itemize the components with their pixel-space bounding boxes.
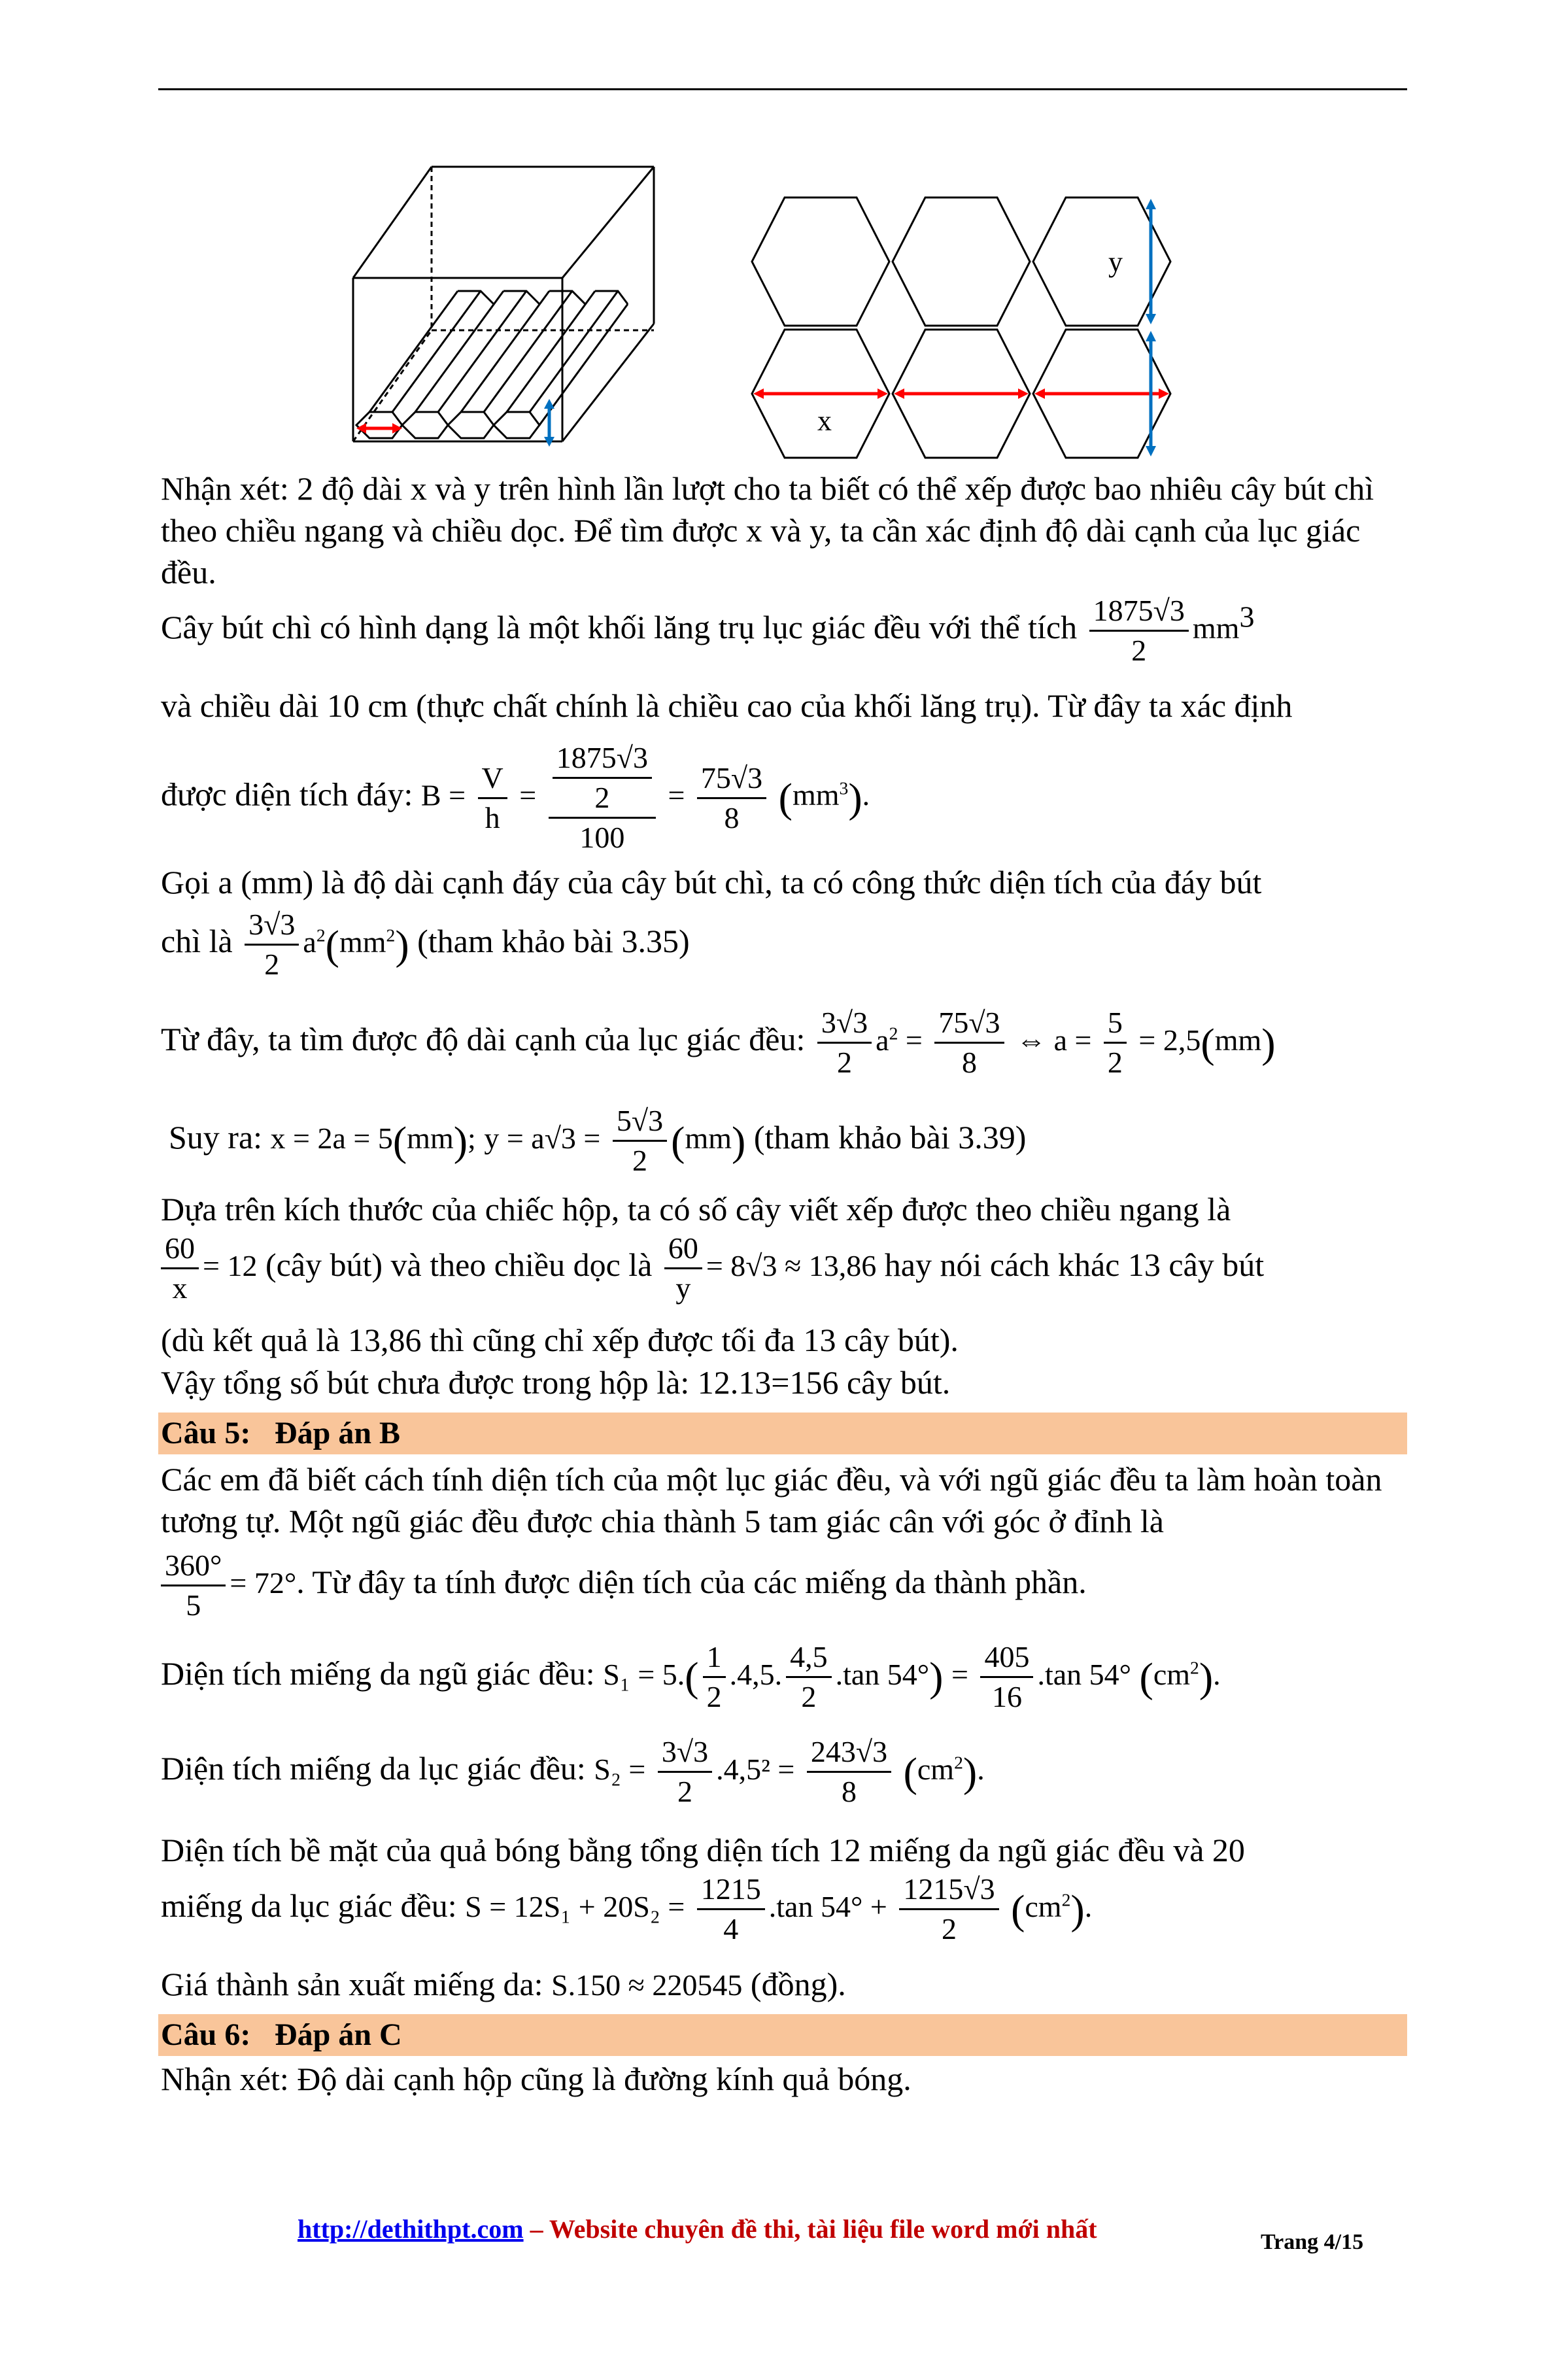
- pentagon-intro: Các em đã biết cách tính diện tích của một lục giác đều, và với ngũ giác đều ta làm hoàn toàn tương tự. Một ngũ giác đều được chia thành 5 tam giác cân với góc ở đỉnh là: [161, 1461, 1382, 1539]
- surface-area-line: Diện tích bề mặt của quả bóng bằng tổng diện tích 12 miếng da ngũ giác đều và 20: [161, 1832, 1245, 1868]
- xy-result-line: Suy ra: x = 2a = 5(mm); y = a√3 = $\frac{5√3}{2}$ (mm) (tham khảo bài 3.39): [169, 1102, 1026, 1180]
- cost-line: Giá thành sản xuất miếng da: S.150 ≈ 220545 (đồng).: [161, 1966, 846, 2002]
- hexagon-area-line: Diện tích miếng da lục giác đều: S₂ = $\frac{3√3}{2}$ .4,5² = $\frac{243√3}{8}$ $(cm^2)$.: [161, 1733, 985, 1811]
- footer-tagline: – Website chuyên đề thi, tài liệu file word mới nhất: [523, 2214, 1097, 2244]
- hexagon-grid-figure: [745, 196, 1203, 461]
- volume-line: Cây bút chì có hình dạng là một khối lăng trụ lục giác đều với thể tích $\frac{1875√3}{2}$ $mm^3$: [161, 592, 1254, 670]
- footer: [298, 2214, 1097, 2244]
- header-rule: [158, 88, 1407, 90]
- footer-link[interactable]: http://dethithpt.com: [298, 2214, 524, 2244]
- angle-line: $\frac{360^\circ}{5}$ = 72°. Từ đây ta tính được diện tích của các miếng da thành phần.: [161, 1547, 1087, 1624]
- paragraph-remark: Nhận xét: 2 độ dài x và y trên hình lần lượt cho ta biết có thể xếp được bao nhiêu cây bút chì theo chiều ngang và chiều dọc. Để tìm được x và y, ta cần xác định độ dài cạnh của lục giác đều.: [161, 470, 1374, 591]
- note-line: (dù kết quả là 13,86 thì cũng chỉ xếp được tối đa 13 cây bút).: [161, 1322, 959, 1358]
- pencil-box-figure: [340, 160, 660, 448]
- area-formula-line: chì là $\frac{3√3}{2}$ $a^2(mm^2)$ (tham khảo bài 3.35): [161, 906, 690, 984]
- count-line: $\frac{60}{x}$ = 12 (cây bút) và theo chiều dọc là $\frac{60}{y}$ = 8√3 ≈ 13,86 hay nói cách khác 13 cây bút: [161, 1229, 1264, 1307]
- base-area-line: được diện tích đáy: B = $\frac{V}{h}$ = $\frac{\frac{1875√3}{2}}{100}$ = $\frac{75√3}{8}$ $(mm^3)$.: [161, 739, 870, 857]
- length-line: và chiều dài 10 cm (thực chất chính là chiều cao của khối lăng trụ). Từ đây ta xác định: [161, 687, 1293, 724]
- final-remark: Nhận xét: Độ dài cạnh hộp cũng là đường kính quả bóng.: [161, 2061, 912, 2097]
- volume-text: Cây bút chì có hình dạng là một khối lăng trụ lục giác đều với thể tích: [161, 608, 1078, 645]
- volume-fraction: $\frac{1875√3}{2}$: [1089, 592, 1189, 670]
- label-y: y: [1108, 246, 1123, 278]
- total-line: Vậy tổng số bút chưa được trong hộp là: 12.13=156 cây bút.: [161, 1364, 951, 1401]
- pentagon-area-line: Diện tích miếng da ngũ giác đều: S₁ = 5.( $\frac{1}{2}$ .4,5. $\frac{4,5}{2}$ .tan 54°) = $\frac{405}{16}$ .tan 54° $(cm^2)$.: [161, 1638, 1221, 1716]
- surface-formula-line: miếng da lục giác đều: S = 12S₁ + 20S₂ = $\frac{1215}{4}$ .tan 54° + $\frac{1215√3}{2}$ $(cm^2)$.: [161, 1870, 1092, 1948]
- question-5-header: Câu 5: Đáp án B: [158, 1413, 1407, 1454]
- page-number: Trang 4/15: [1261, 2230, 1364, 2254]
- solve-a-line: Từ đây, ta tìm được độ dài cạnh của lục giác đều: $\frac{3√3}{2}$ $a^2$ = $\frac{75√3}{8}$ ⇔ a = $\frac{5}{2}$ = 2,5(mm): [161, 1004, 1276, 1082]
- box-size-line: Dựa trên kích thước của chiếc hộp, ta có số cây viết xếp được theo chiều ngang là: [161, 1191, 1231, 1227]
- question-6-header: Câu 6: Đáp án C: [158, 2014, 1407, 2056]
- label-x: x: [817, 405, 832, 437]
- side-length-def: Gọi a (mm) là độ dài cạnh đáy của cây bút chì, ta có công thức diện tích của đáy bút: [161, 864, 1262, 900]
